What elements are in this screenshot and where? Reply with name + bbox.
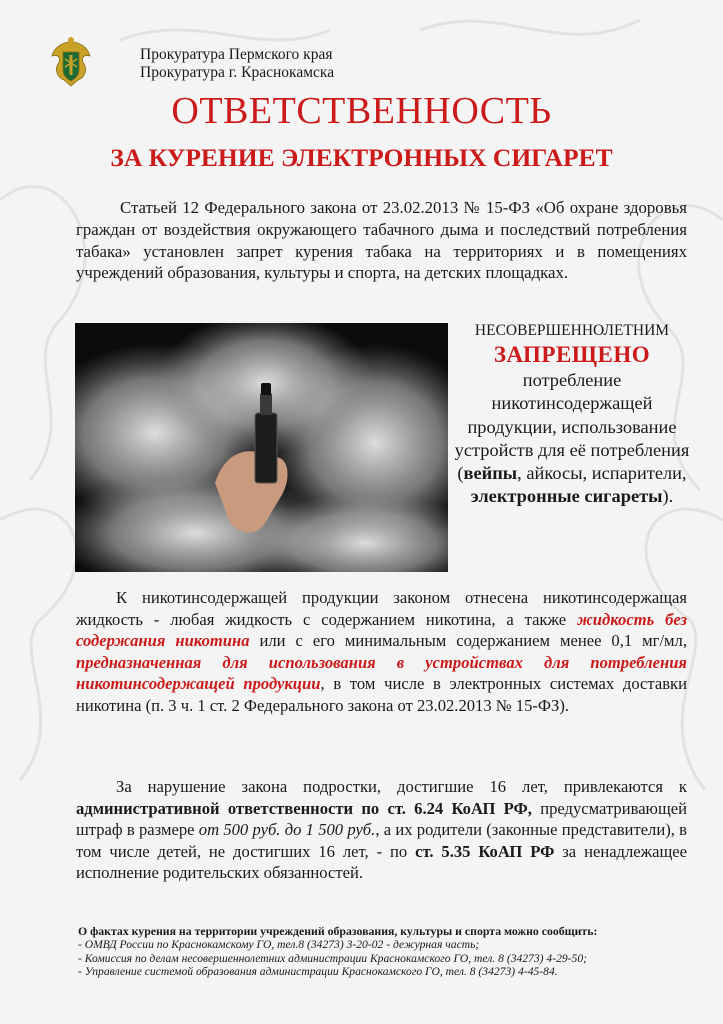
liab-text-4: за ненадлежащее исполнение родительских обязанностей.: [76, 841, 687, 883]
def-text-1: К никотинсодержащей продукции законом отнесена никотинсодержащая жидкость - любая жидкость с содержанием никотина, а также: [76, 588, 687, 629]
def-text-3: , в том числе в электронных системах доставки никотина (п. 3 ч. 1 ст. 2 Федерального закона от 23.02.2013 № 15-ФЗ).: [76, 674, 687, 715]
contact-item: - ОМВД России по Краснокамскому ГО, тел.8 (34273) 3-20-02 - дежурная часть;: [78, 938, 480, 952]
liab-fine: от 500 руб. до 1 500 руб.: [198, 820, 376, 840]
contact-item: - Комиссия по делам несовершеннолетних администрации Краснокамского ГО, тел. 8 (34273) 4-29-50;: [78, 951, 588, 965]
banned-label: ЗАПРЕЩЕНО: [493, 342, 651, 367]
contact-item: - Управление системой образования администрации Краснокамского ГО, тел. 8 (34273) 4-45-84.: [78, 965, 558, 979]
notes-title: О фактах курения на территории учреждений образования, культуры и спорта можно сообщить:: [78, 924, 598, 938]
def-highlight-1: жидкость без содержания никотина: [76, 609, 687, 650]
liab-bold-2: ст. 5.35 КоАП РФ: [415, 841, 555, 861]
liab-text-2: предусматривающей штраф в размере: [76, 798, 687, 840]
minors-label: НЕСОВЕРШЕННОЛЕТНИМ: [474, 322, 670, 339]
ban-text-2: , айкосы, испарители,: [517, 463, 687, 484]
ban-ecig: электронные сигареты: [470, 486, 663, 507]
page-subtitle: ЗА КУРЕНИЕ ЭЛЕКТРОННЫХ СИГАРЕТ: [110, 143, 613, 172]
liab-text-3: , а их родители (законные представители), в том числе детей, не достигших 16 лет, - по: [76, 820, 687, 861]
ban-details: [452, 369, 692, 509]
intro-paragraph: [76, 197, 687, 284]
header: [48, 36, 688, 96]
liab-bold-1: административной ответственности по ст. 6.24 КоАП РФ,: [76, 798, 532, 818]
ban-vapes: вейпы: [463, 463, 518, 484]
prosecutor-emblem-icon: [48, 36, 94, 92]
page-title: ОТВЕТСТВЕННОСТЬ: [171, 90, 552, 132]
nicotine-definition-paragraph: [76, 587, 687, 716]
contact-notes: [78, 925, 698, 979]
ban-text-1: потребление никотинсодержащей продукции, использование устройств для её потребления (: [454, 370, 690, 484]
ban-block: [452, 321, 692, 509]
liab-text-1: За нарушение закона подростки, достигшие 16 лет, привлекаются к: [116, 777, 687, 796]
def-text-2: или с его минимальным содержанием менее 0,1 мг/мл,: [249, 631, 687, 650]
liability-paragraph: [76, 776, 687, 884]
agency-line-1: Прокуратура Пермского края: [140, 46, 333, 63]
agency-names: [140, 46, 334, 82]
agency-line-2: Прокуратура г. Краснокамска: [140, 64, 335, 81]
ban-text-3: ).: [662, 486, 674, 507]
def-highlight-2: предназначенная для использования в устройствах для потребления никотинсодержащей продукции: [76, 652, 687, 693]
vape-smoke-photo: [75, 323, 448, 572]
intro-text: Статьей 12 Федерального закона от 23.02.2013 № 15-ФЗ «Об охране здоровья граждан от воздействия окружающего табачного дыма и последствий потребления табака» установлен запрет курения табака на территориях и в помещениях учреждений образования, культуры и спорта, на детских площадках.: [76, 198, 687, 283]
